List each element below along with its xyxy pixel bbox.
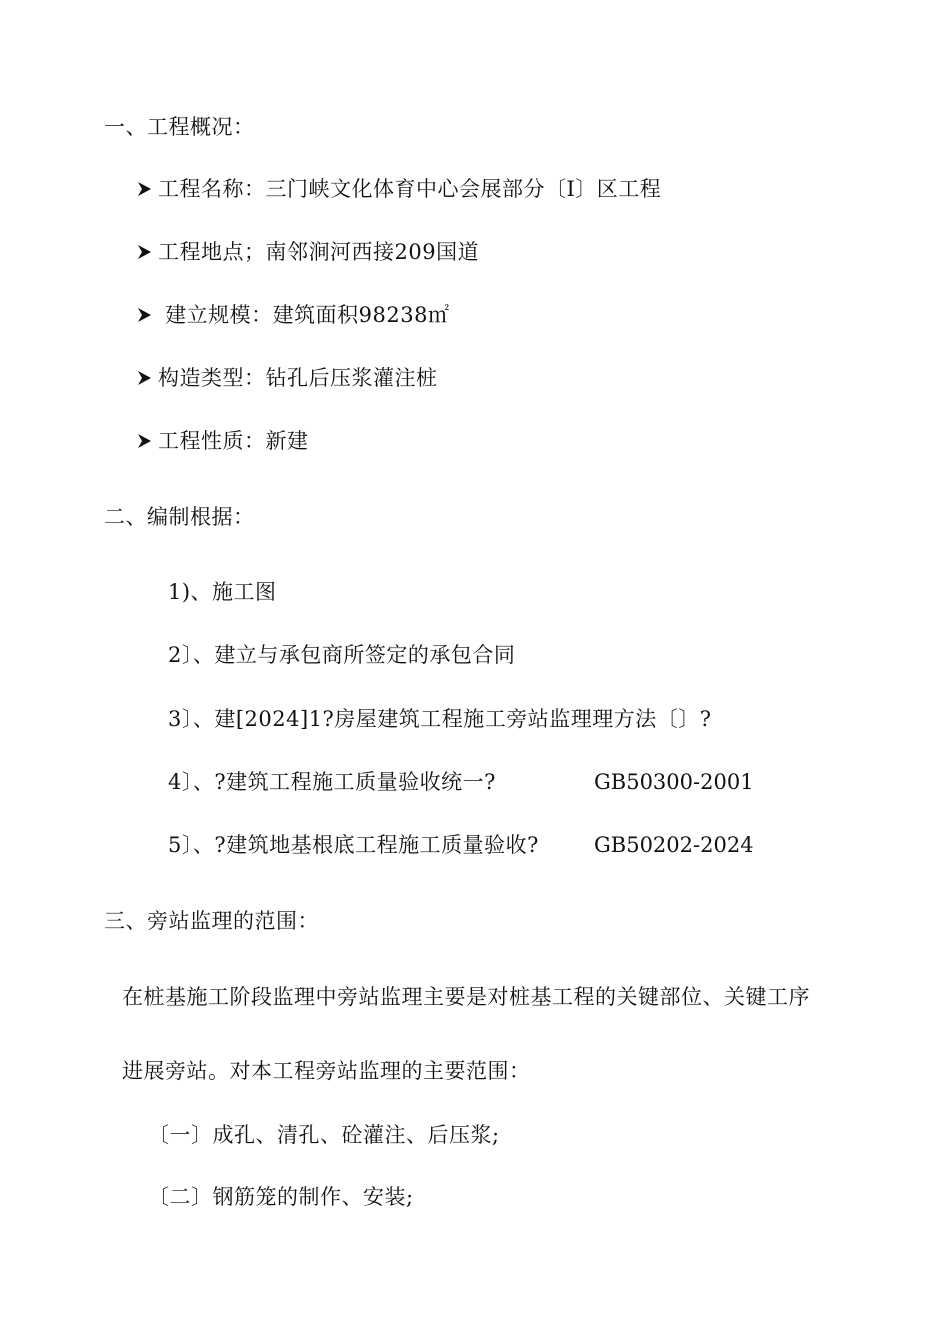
overview-item-text: 建立规模：建筑面积98238㎡ <box>158 303 450 327</box>
overview-item-text: 工程地点；南邻涧河西接209国道 <box>158 240 480 264</box>
arrow-bullet-icon <box>136 244 152 260</box>
basis-item-3: 3〕、建[2024]1?房屋建筑工程施工旁站监理理方法〔〕? <box>168 707 712 731</box>
overview-item-text: 工程名称：三门峡文化体育中心会展部分〔Ⅰ〕区工程 <box>158 177 662 201</box>
scope-item-2: 〔二〕钢筋笼的制作、安装; <box>148 1185 414 1209</box>
section-3-heading: 三、旁站监理的范围： <box>104 909 319 933</box>
basis-item-5: 5〕、?建筑地基根底工程施工质量验收? <box>168 833 539 857</box>
arrow-bullet-icon <box>136 433 152 449</box>
overview-item-text: 工程性质：新建 <box>158 429 309 453</box>
overview-item-name <box>136 176 661 202</box>
arrow-bullet-icon <box>136 307 152 323</box>
overview-item-nature <box>136 428 309 454</box>
basis-item-4-standard-code: GB50300-2001 <box>594 770 754 794</box>
basis-item-2: 2〕、建立与承包商所签定的承包合同 <box>168 643 516 667</box>
scope-paragraph-line-1: 在桩基施工阶段监理中旁站监理主要是对桩基工程的关键部位、关键工序 <box>122 985 810 1009</box>
basis-item-1: 1)、施工图 <box>168 580 277 604</box>
overview-item-structure <box>136 365 438 391</box>
basis-item-5-standard-code: GB50202-2024 <box>594 833 754 857</box>
overview-item-location <box>136 239 479 265</box>
scope-item-1: 〔一〕成孔、清孔、砼灌注、后压浆; <box>148 1123 500 1147</box>
section-2-heading: 二、编制根据： <box>104 505 255 529</box>
arrow-bullet-icon <box>136 370 152 386</box>
basis-item-4: 4〕、?建筑工程施工质量验收统一? <box>168 770 496 794</box>
scope-paragraph-line-2: 进展旁站。对本工程旁站监理的主要范围： <box>122 1059 531 1083</box>
overview-item-text: 构造类型：钻孔后压浆灌注桩 <box>158 366 438 390</box>
section-1-heading: 一、工程概况： <box>104 115 255 139</box>
arrow-bullet-icon <box>136 181 152 197</box>
overview-item-scale <box>136 302 449 328</box>
